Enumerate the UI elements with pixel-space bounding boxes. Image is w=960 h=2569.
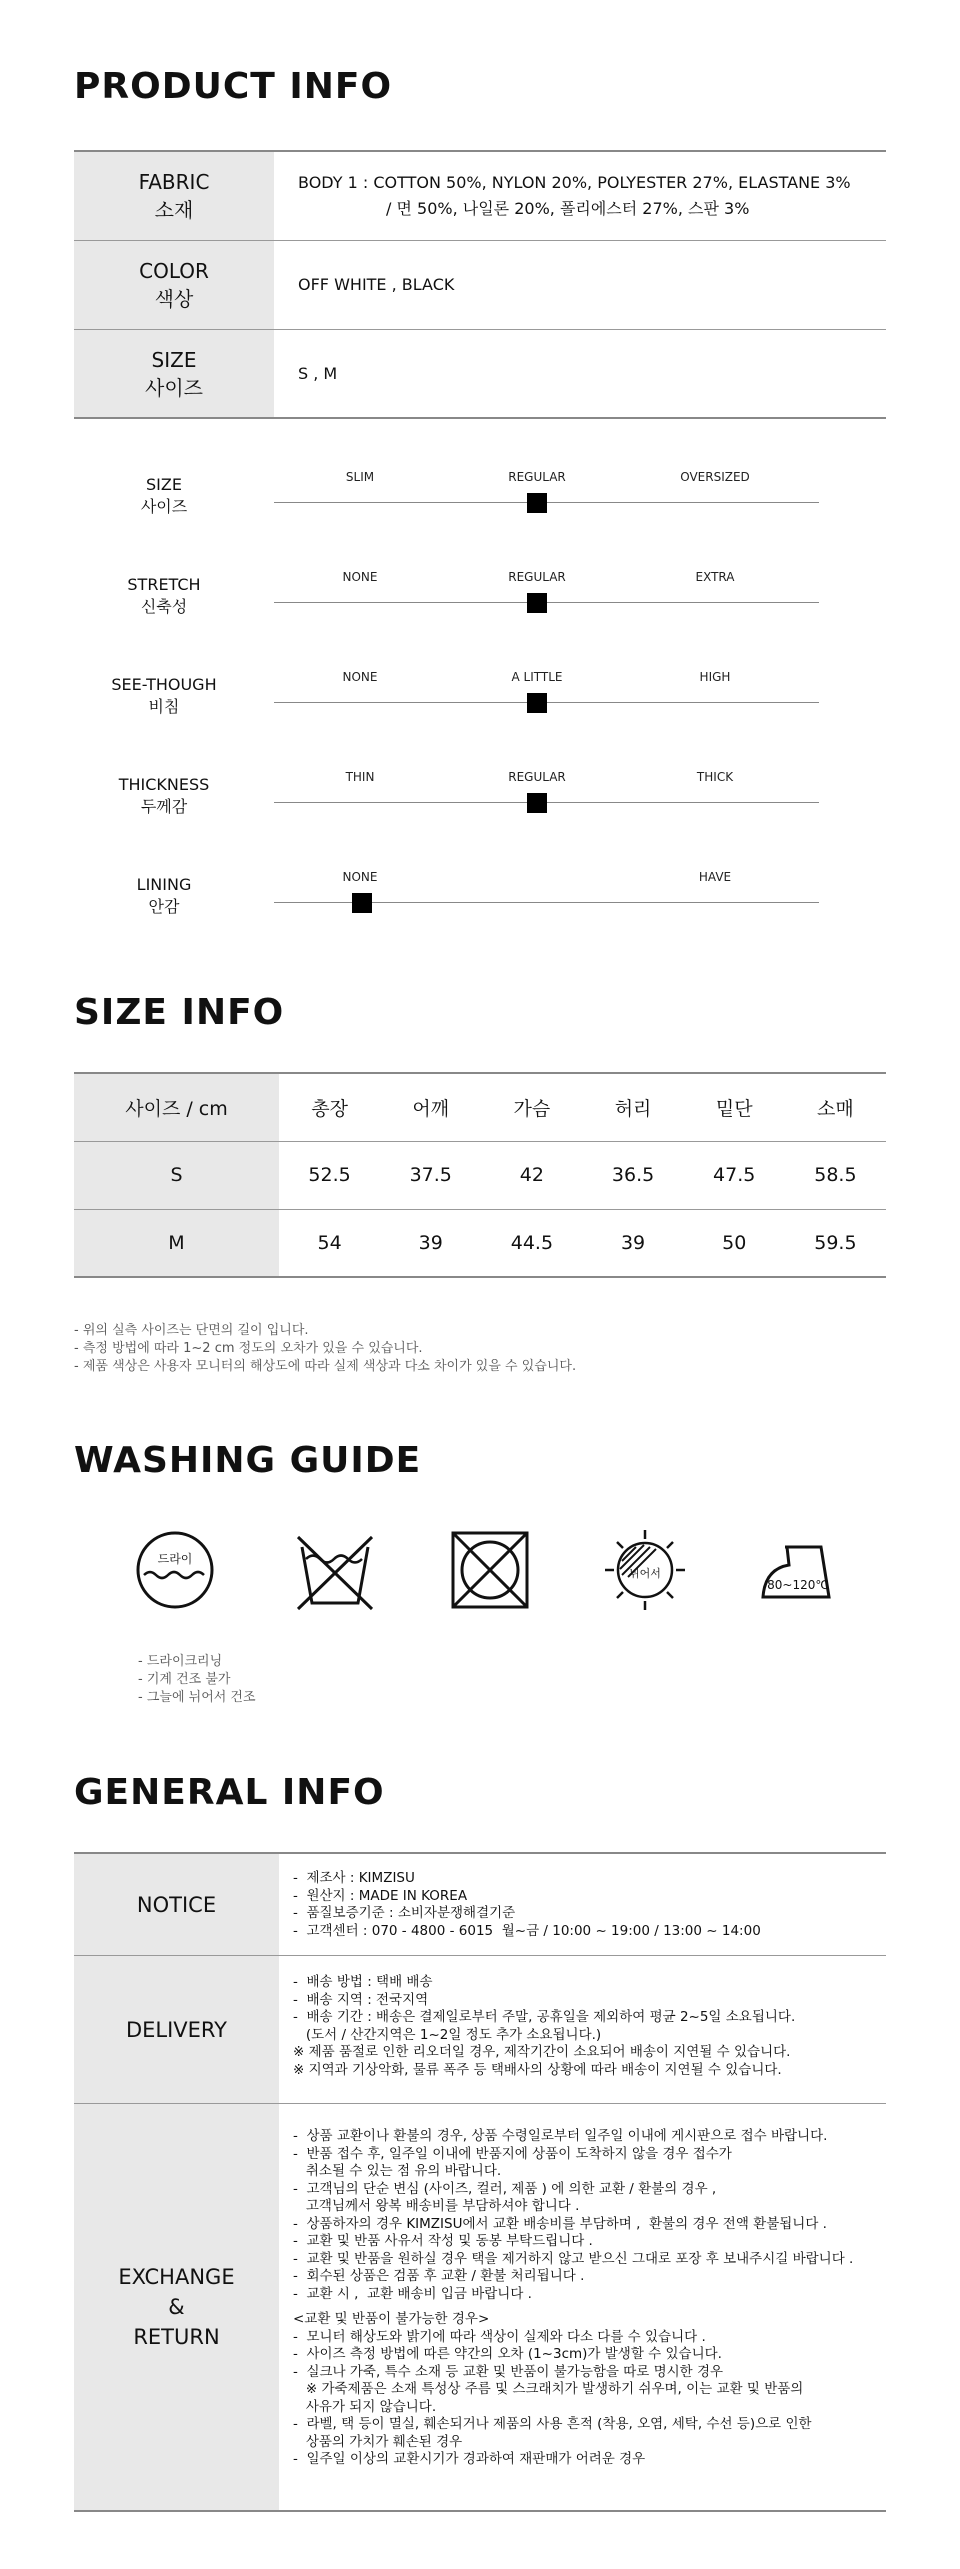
scale-tick-label: HIGH — [699, 670, 731, 684]
table-cell: 52.5 — [279, 1141, 380, 1209]
fabric-label-en: FABRIC — [138, 170, 210, 194]
scale-tick-label: HAVE — [698, 870, 732, 884]
scale-tick-label: REGULAR — [508, 570, 566, 584]
scale-label-ko: 사이즈 — [140, 497, 188, 516]
shade-dry-icon — [600, 1525, 690, 1615]
note-line: - 측정 방법에 따라 1~2 cm 정도의 오차가 있을 수 있습니다. — [74, 1341, 423, 1356]
table-cell: 42 — [481, 1141, 582, 1209]
color-label — [74, 241, 274, 329]
fabric-value-line: BODY 1 : COTTON 50%, NYLON 20%, POLYESTER 27%, ELASTANE 3% — [298, 173, 851, 192]
scale-label-ko: 신축성 — [140, 597, 188, 616]
scale-label-en: STRETCH — [127, 575, 201, 594]
general-info-line: - 반품 접수 후, 일주일 이내에 반품지에 상품이 도착하지 않을 경우 접수가 — [293, 2145, 732, 2162]
scale-see-though — [74, 670, 886, 740]
scale-marker — [527, 593, 547, 613]
scale-tick-label: THICK — [696, 770, 734, 784]
color-label-ko: 색상 — [154, 287, 194, 311]
scale-label — [74, 674, 254, 718]
product-info-table — [74, 150, 886, 419]
note-line: - 그늘에 뉘어서 건조 — [138, 1690, 256, 1705]
general-info-line: - 사이즈 측정 방법에 따른 약간의 오차 (1~3cm)가 발생할 수 있습니다. — [293, 2346, 722, 2362]
scale-marker — [527, 493, 547, 513]
scale-label-en: SEE-THOUGH — [111, 675, 217, 694]
general-info-label-line: & — [168, 2295, 185, 2319]
general-info-value — [279, 1956, 886, 2103]
general-info-label-line: EXCHANGE — [118, 2265, 235, 2289]
size-label — [74, 330, 274, 417]
note-line: - 기계 건조 불가 — [138, 1672, 231, 1687]
size-label-ko: 사이즈 — [145, 375, 203, 400]
scale-label-en: LINING — [136, 875, 192, 894]
general-info-line: - 회수된 상품은 검품 후 교환 / 환불 처리됩니다 . — [293, 2268, 585, 2284]
scale-label — [74, 874, 254, 918]
scale-stretch — [74, 570, 886, 640]
scale-tick-label: OVERSIZED — [680, 470, 750, 484]
general-info-label-line: RETURN — [133, 2325, 220, 2349]
fabric-row — [74, 152, 886, 241]
general-info-value — [279, 1854, 886, 1955]
general-info-line: ※ 지역과 기상악화, 물류 폭주 등 택배사의 상황에 따라 배송이 지연될 수 있습니다. — [293, 2061, 782, 2078]
table-header-row — [74, 1073, 886, 1141]
general-info-line: - 고객센터 : 070 - 4800 - 6015 월~금 / 10:00 ~ 19:00 / 13:00 ~ 14:00 — [293, 1922, 761, 1939]
iron-icon — [755, 1525, 845, 1615]
general-info-line: - 제조사 : KIMZISU — [293, 1870, 415, 1886]
table-cell: 39 — [582, 1209, 683, 1277]
scale-marker — [352, 893, 372, 913]
scale-thickness — [74, 770, 886, 840]
note-line: - 위의 실측 사이즈는 단면의 길이 입니다. — [74, 1323, 309, 1338]
general-info-row — [74, 1854, 886, 1956]
fabric-label-ko: 소재 — [154, 198, 194, 222]
general-info-line: - 배송 방법 : 택배 배송 — [293, 1974, 433, 1990]
table-cell: 44.5 — [481, 1209, 582, 1277]
table-cell: 39 — [380, 1209, 481, 1277]
size-row — [74, 330, 886, 419]
scale-label-ko: 두께감 — [140, 797, 188, 816]
table-cell: 59.5 — [785, 1209, 886, 1277]
general-info-row — [74, 2104, 886, 2512]
general-info-line: - 상품하자의 경우 KIMZISU에서 교환 배송비를 부담하며 , 환불의 경우 전액 환불됩니다 . — [293, 2215, 827, 2232]
scale-tick-label: NONE — [342, 870, 378, 884]
general-info-line: - 일주일 이상의 교환시기가 경과하여 재판매가 어려운 경우 — [293, 2451, 646, 2467]
size-info-table — [74, 1072, 886, 1278]
washing-guide-title: WASHING GUIDE — [74, 1440, 422, 1481]
general-info-line: - 실크나 가죽, 특수 소재 등 교환 및 반품이 불가능함을 따로 명시한 경우 — [293, 2363, 724, 2380]
table-cell: 36.5 — [582, 1141, 683, 1209]
general-info-label — [74, 2104, 279, 2510]
size-info-title: SIZE INFO — [74, 992, 285, 1033]
scale-tick-label: NONE — [342, 570, 378, 584]
general-info-line: - 원산지 : MADE IN KOREA — [293, 1887, 468, 1904]
no-wash-icon — [290, 1525, 380, 1615]
table-cell: 54 — [279, 1209, 380, 1277]
scale-tick-label: A LITTLE — [511, 670, 563, 684]
shade-dry-icon-text: 뉘어서 — [629, 1567, 661, 1580]
general-info-table — [74, 1852, 886, 2512]
scale-label — [74, 774, 254, 818]
general-info-line: (도서 / 산간지역은 1~2일 정도 추가 소요됩니다.) — [293, 2026, 602, 2043]
note-line: - 드라이크리닝 — [138, 1654, 223, 1669]
general-info-line: - 배송 지역 : 전국지역 — [293, 1991, 429, 2008]
scale-tick-label: SLIM — [345, 470, 375, 484]
general-info-line: - 품질보증기준 : 소비자분쟁해결기준 — [293, 1905, 516, 1921]
table-cell: 47.5 — [684, 1141, 785, 1209]
fabric-value-line: / 면 50%, 나일론 20%, 폴리에스터 27%, 스판 3% — [386, 199, 750, 218]
scale-label — [74, 474, 254, 518]
scale-label-en: SIZE — [146, 475, 182, 494]
table-header-cell: 총장 — [279, 1073, 380, 1141]
size-label-en: SIZE — [151, 347, 197, 372]
scale-label — [74, 574, 254, 618]
general-info-line: - 고객님의 단순 변심 (사이즈, 컬러, 제품 ) 에 의한 교환 / 환불의 경우 , — [293, 2180, 717, 2197]
general-info-line: 고객님께서 왕복 배송비를 부담하셔야 합니다 . — [293, 2198, 580, 2214]
size-value — [274, 330, 886, 417]
scale-size — [74, 470, 886, 540]
table-row — [74, 1141, 886, 1209]
table-header-cell: 사이즈 / cm — [74, 1073, 279, 1141]
general-info-line: 상품의 가치가 훼손된 경우 — [293, 2433, 463, 2450]
table-cell: 37.5 — [380, 1141, 481, 1209]
general-info-title: GENERAL INFO — [74, 1772, 385, 1813]
fabric-value — [274, 152, 886, 240]
table-header-cell: 밑단 — [684, 1073, 785, 1141]
table-cell: 58.5 — [785, 1141, 886, 1209]
table-header-cell: 가슴 — [481, 1073, 582, 1141]
general-info-line: - 교환 및 반품 사유서 작성 및 동봉 부탁드립니다 . — [293, 2233, 593, 2249]
product-info-title: PRODUCT INFO — [74, 66, 393, 107]
general-info-line: 취소될 수 있는 점 유의 바랍니다. — [293, 2163, 502, 2179]
general-info-label — [74, 1956, 279, 2103]
scale-tick-label: NONE — [342, 670, 378, 684]
color-row — [74, 241, 886, 330]
general-info-line: - 교환 시 , 교환 배송비 입금 바랍니다 . — [293, 2285, 532, 2302]
size-value-line: S , M — [298, 363, 338, 383]
scale-tick-label: THIN — [345, 770, 375, 784]
general-info-line: - 모니터 해상도와 밝기에 따라 색상이 실제와 다소 다를 수 있습니다 . — [293, 2328, 706, 2345]
table-header-cell: 허리 — [582, 1073, 683, 1141]
table-row — [74, 1209, 886, 1277]
general-info-line: - 교환 및 반품을 원하실 경우 택을 제거하지 않고 받으신 그대로 포장 후 보내주시길 바랍니다 . — [293, 2250, 854, 2267]
scale-label-ko: 비침 — [148, 697, 180, 716]
general-info-value — [279, 2104, 886, 2510]
dry-clean-icon-text: 드라이 — [157, 1552, 193, 1566]
table-header-cell: 어깨 — [380, 1073, 481, 1141]
scale-tick-label: EXTRA — [695, 570, 735, 584]
table-header-cell: 소매 — [785, 1073, 886, 1141]
general-info-line — [293, 2303, 886, 2311]
table-cell: 50 — [684, 1209, 785, 1277]
scale-tick-label: REGULAR — [508, 470, 566, 484]
fabric-label — [74, 152, 274, 240]
iron-icon-text: 80~120℃ — [767, 1578, 829, 1592]
general-info-row — [74, 1956, 886, 2104]
scale-marker — [527, 793, 547, 813]
color-value — [274, 241, 886, 329]
table-cell: S — [74, 1141, 279, 1209]
washing-notes — [138, 1653, 256, 1707]
dry-clean-icon — [130, 1525, 220, 1615]
general-info-label-line: NOTICE — [136, 1892, 217, 1917]
color-value-line: OFF WHITE , BLACK — [298, 275, 455, 294]
general-info-line: - 배송 기간 : 배송은 결제일로부터 주말, 공휴일을 제외하여 평균 2~5일 소요됩니다. — [293, 2009, 796, 2025]
no-tumble-dry-icon — [445, 1525, 535, 1615]
table-cell: M — [74, 1209, 279, 1277]
general-info-label-line: DELIVERY — [125, 2017, 228, 2042]
general-info-line: <교환 및 반품이 불가능한 경우> — [293, 2311, 490, 2327]
scale-tick-label: REGULAR — [508, 770, 566, 784]
general-info-line: ※ 제품 품절로 인한 리오더일 경우, 제작기간이 소요되어 배송이 지연될 수 있습니다. — [293, 2044, 791, 2060]
scale-lining — [74, 870, 886, 940]
general-info-line: 사유가 되지 않습니다. — [293, 2398, 437, 2415]
scale-marker — [527, 693, 547, 713]
note-line: - 제품 색상은 사용자 모니터의 해상도에 따라 실제 색상과 다소 차이가 있을 수 있습니다. — [74, 1359, 577, 1374]
size-notes — [74, 1322, 576, 1376]
general-info-line: - 라벨, 택 등이 멸실, 훼손되거나 제품의 사용 흔적 (착용, 오염, 세탁, 수선 등)으로 인한 — [293, 2416, 812, 2432]
general-info-line: ※ 가죽제품은 소재 특성상 주름 및 스크래치가 발생하기 쉬우며, 이는 교환 및 반품의 — [293, 2381, 804, 2397]
general-info-label — [74, 1854, 279, 1955]
color-label-en: COLOR — [139, 259, 209, 283]
general-info-line: - 상품 교환이나 환불의 경우, 상품 수령일로부터 일주일 이내에 게시판으로 접수 바랍니다. — [293, 2128, 828, 2144]
scale-label-ko: 안감 — [148, 897, 180, 916]
scale-label-en: THICKNESS — [118, 775, 210, 794]
